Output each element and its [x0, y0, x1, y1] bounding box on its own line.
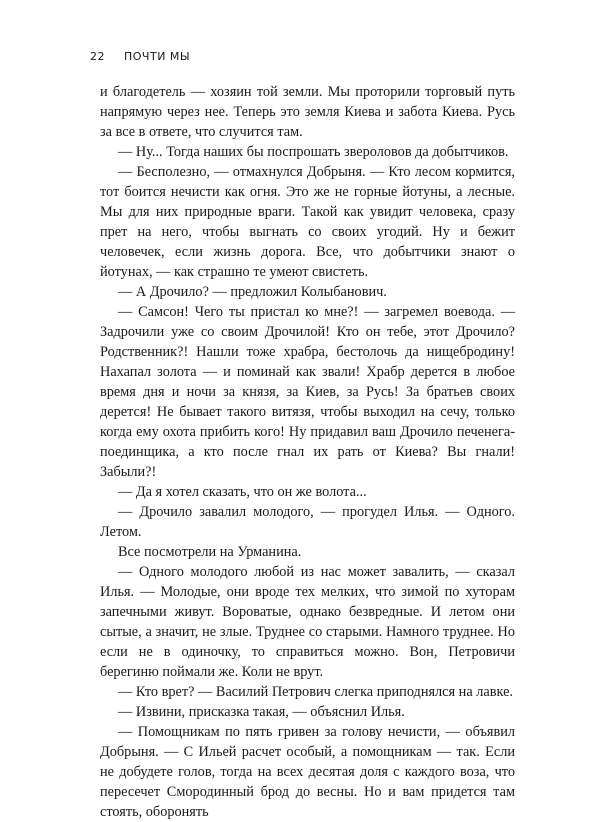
- paragraph: и благодетель — хозяин той земли. Мы проторили торговый путь напрямую через нее. Теперь это земля Киева и забота Киева. Русь за все в ответе, что случится там.: [100, 84, 515, 140]
- paragraph: — Да я хотел сказать, что он же волота...: [118, 484, 367, 500]
- running-header: [90, 50, 190, 63]
- page-number: 22: [90, 50, 105, 63]
- paragraph: — Самсон! Чего ты пристал ко мне?! — загремел воевода. — Задрочили уже со своим Дрочилой! Кто он тебе, этот Дрочило? Родственник?! Нашли тоже храбра, бестолочь да нищебродину! Нахапал золота — и поминай как звали! Храбр дерется в любое время дня и ночи за князя, за Киев, за Русь! За братьев своих дерется! Не бывает такого витязя, чтобы выходил на сечу, только когда ему охота прибить кого! Ну придавил ваш Дрочило печенега-поединщика, а кто после гнал их рать от Киева? Вы гнали! Забыли?!: [100, 304, 515, 480]
- paragraph: — Одного молодого любой из нас может завалить, — сказал Илья. — Молодые, они вроде тех мелких, что зимой по хуторам запечными живут. Вороватые, однако безвредные. И летом они сытые, а значит, не злые. Труднее со старыми. Намного труднее. Но если не в одиночку, то справиться можно. Вон, Петровичи берегиню поймали же. Коли не врут.: [100, 564, 515, 680]
- paragraph: — Бесполезно, — отмахнулся Добрыня. — Кто лесом кормится, тот боится нечисти как огня. Это же не горные йотуны, а лесные. Мы для них природные враги. Такой как увидит человека, сразу прет на него, чтобы выгнать со своих угодий. Ну и бежит человечек, если жизнь дорога. Все, что добытчики знают о йотунах, — как страшно те умеют свистеть.: [100, 164, 515, 280]
- paragraph: Все посмотрели на Урманина.: [118, 544, 302, 560]
- paragraph: — Кто врет? — Василий Петрович слегка приподнялся на лавке.: [118, 684, 513, 700]
- paragraph: — Извини, присказка такая, — объяснил Илья.: [118, 704, 405, 720]
- paragraph: — Дрочило завалил молодого, — прогудел Илья. — Одного. Летом.: [100, 504, 515, 540]
- paragraph: — А Дрочило? — предложил Колыбанович.: [118, 284, 387, 300]
- paragraph: — Помощникам по пять гривен за голову нечисти, — объявил Добрыня. — С Ильей расчет особый, а помощникам — так. Если не добудете голов, тогда на всех десятая доля с каждого воза, что пересечет Смородинный брод до весны. Но и вам придется там стоять, оборонять: [100, 724, 515, 820]
- book-title: ПОЧТИ МЫ: [124, 50, 191, 63]
- body-text: [100, 82, 515, 822]
- paragraph: — Ну... Тогда наших бы поспрошать звероловов да добытчиков.: [118, 144, 509, 160]
